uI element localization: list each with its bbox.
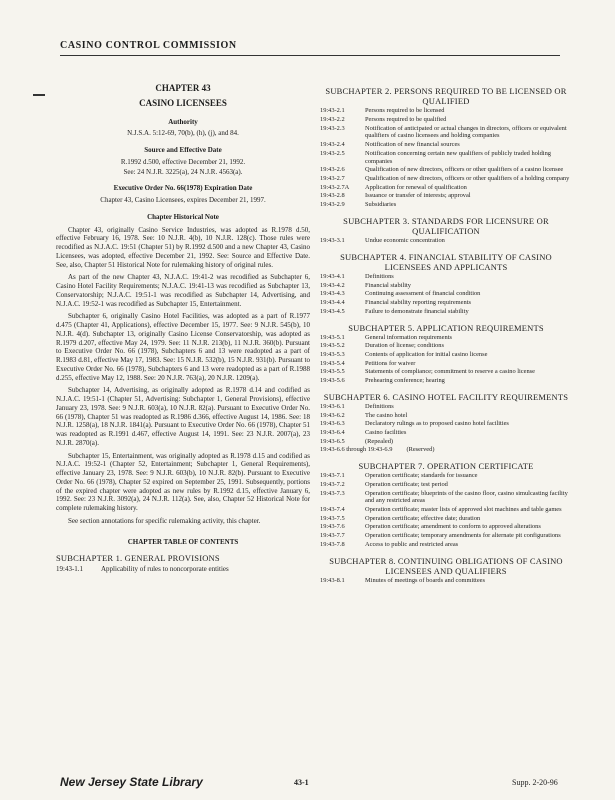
section-number: 19:43-2.3: [320, 124, 345, 132]
toc-row: [320, 515, 572, 523]
margin-mark: [33, 94, 45, 96]
toc-row: [320, 201, 572, 209]
section-number: 19:43-7.8: [320, 540, 345, 548]
section-title: Persons required to be licensed: [365, 107, 445, 115]
toc-row: [320, 192, 572, 200]
toc-row: [320, 577, 572, 585]
section-number: 19:43-2.1: [320, 107, 345, 115]
section-number: 19:43-7.1: [320, 472, 345, 480]
subchapter-heading: SUBCHAPTER 7. OPERATION CERTIFICATE: [358, 461, 534, 472]
supplement-date: Supp. 2-20-96: [512, 778, 558, 787]
toc-row: [320, 282, 572, 290]
historical-paragraph: Subchapter 6, originally Casino Hotel Facilities, was adopted as a part of R.1977 d.475 (Chapter 41, Applications), effective December 15, 1977. See: 9 N.J.R. 545(b), 10 N.J.R. 4(d). Subchapter 13, originally Casino License Conservatorship, was adopted as R.1979 d.207, effective May 24, 1979. See: 11 N.J.R. 213(b), 11 N.J.R. 360(b). Pursuant to Executive Order No. 66 (1978), Subchapters 6 and 13 were readopted as a part of R.1983 d.81, effective May 17, 1983. See: 15 N.J.R. 532(b), 15 N.J.R. 931(b). Pursuant to Executive Order No. 66 (1978), Subchapters 6 and 13 were readopted as a part of R.1988 d.255, effective May 12, 1988. See: 20 N.J.R. 763(a), 20 N.J.R. 1209(a).: [56, 312, 310, 382]
section-number: 19:43-4.4: [320, 299, 345, 307]
section-number: 19:43-5.1: [320, 333, 345, 341]
toc-row: [320, 237, 572, 245]
section-title: Operation certificate; standards for issuance: [365, 472, 478, 480]
toc-row: [320, 141, 572, 149]
running-header: CASINO CONTROL COMMISSION: [60, 40, 237, 51]
header-rule: [60, 55, 560, 56]
authority-heading: Authority: [168, 117, 198, 126]
section-number: 19:43-2.5: [320, 149, 345, 157]
section-number: 19:43-7.2: [320, 481, 345, 488]
toc-row: [320, 377, 572, 385]
section-title: Casino facilities: [365, 429, 407, 437]
section-title: Qualification of new directors, officers or other qualifiers of a holding company: [365, 174, 570, 182]
subchapter-heading: SUBCHAPTER 3. STANDARDS FOR LICENSURE OR QUALIFICATION: [343, 215, 549, 236]
section-title: Contents of application for initial casino license: [365, 351, 488, 359]
section-title: Application for renewal of qualification: [365, 183, 467, 191]
toc-row: [320, 429, 572, 437]
section-number: 19:43-7.7: [320, 532, 345, 540]
section-title: Prehearing conference; hearing: [365, 377, 445, 385]
section-number: 19:43-2.8: [320, 192, 345, 200]
section-title: Subsidiaries: [365, 200, 397, 208]
toc-row: [320, 150, 572, 165]
chapter-name: CASINO LICENSEES: [139, 98, 227, 109]
section-title: Undue economic concentration: [365, 237, 445, 244]
section-title: Persons required to be qualified: [365, 116, 447, 124]
section-title: Operation certificate; test period: [365, 481, 448, 488]
section-title: Failure to demonstrate financial stability: [365, 307, 469, 315]
toc-row: [320, 107, 572, 115]
toc-row: [320, 420, 572, 428]
section-number: 19:43-6.1: [320, 403, 345, 410]
section-number: 19:43-2.7: [320, 174, 345, 182]
section-number: 19:43-6.3: [320, 420, 345, 428]
toc-row: [320, 125, 572, 140]
section-title: Financial stability: [365, 281, 411, 289]
source-heading: Source and Effective Date: [144, 146, 222, 154]
section-number: 19:43-7.5: [320, 514, 345, 522]
toc-row: [320, 175, 572, 183]
exec-order-text: Chapter 43, Casino Licensees, expires December 21, 1997.: [100, 196, 266, 204]
subchapter-heading: SUBCHAPTER 2. PERSONS REQUIRED TO BE LICENSED OR QUALIFIED: [325, 86, 567, 107]
section-number: 19:43-8.1: [320, 576, 345, 584]
authority-text: N.J.S.A. 5:12-69, 70(b), (h), (j), and 84.: [127, 129, 239, 138]
toc-row: [320, 299, 572, 307]
page-number: 43-1: [294, 778, 309, 787]
toc-row: [320, 308, 572, 316]
section-number: 19:43-6.6 through 19:43-6.9: [320, 446, 393, 454]
exec-order-heading: Executive Order No. 66(1978) Expiration Date: [113, 184, 253, 193]
toc-row: [320, 481, 572, 489]
subchapter-heading: SUBCHAPTER 5. APPLICATION REQUIREMENTS: [348, 322, 544, 333]
section-title: Issuance or transfer of interests; approval: [365, 192, 471, 200]
toc-row: [320, 360, 572, 368]
section-number: 19:43-5.4: [320, 359, 345, 367]
subchapter-heading: SUBCHAPTER 1. GENERAL PROVISIONS: [56, 553, 220, 564]
toc-row: [320, 472, 572, 480]
section-number: 19:43-2.7A: [320, 183, 350, 191]
right-column: [320, 86, 572, 585]
toc-row: [320, 116, 572, 124]
toc-row: [320, 290, 572, 298]
section-title: Petitions for waiver: [365, 359, 416, 367]
section-title: Definitions: [365, 273, 394, 281]
section-title: Operation certificate; amendment to conform to approved alterations: [365, 523, 541, 531]
section-title: Notification of anticipated or actual changes in directors, officers or equivalent qualifiers of casino licensees and holding companies: [365, 124, 567, 140]
section-title: General information requirements: [365, 333, 452, 341]
section-title: Financial stability reporting requirements: [365, 299, 471, 307]
section-title: The casino hotel: [365, 411, 408, 419]
section-number: 19:43-6.5: [320, 437, 345, 445]
toc-title: CHAPTER TABLE OF CONTENTS: [127, 537, 239, 546]
section-title: Access to public and restricted areas: [365, 540, 459, 548]
toc-row: [320, 184, 572, 192]
toc-row: [320, 166, 572, 174]
section-number: 19:43-5.5: [320, 368, 345, 376]
subchapter-heading: SUBCHAPTER 6. CASINO HOTEL FACILITY REQUIREMENTS: [323, 391, 569, 402]
section-number: 19:43-2.2: [320, 116, 345, 124]
library-stamp: New Jersey State Library: [60, 775, 203, 789]
toc-row: [320, 532, 572, 540]
section-title: Qualification of new directors, officers or other qualifiers of a casino licensee: [365, 166, 564, 174]
section-number: 19:43-2.9: [320, 200, 345, 208]
historical-paragraph: Subchapter 15, Entertainment, was originally adopted as R.1978 d.15 and codified as N.J.A.C. 19:52-1 (Chapter 52, Entertainment; Subchapter 1, General Requirements), effective January 23, 1978. See: 9 N.J.R. 603(b), 10 N.J.R. 82(b). Pursuant to Executive Order No. 66 (1978), Chapter 52 expired on September 25, 1991. Subsequently, portions of the expired chapter were adopted as new rules by R.1992 d.15, effective January 6, 1992. See: 23 N.J.R. 3092(a), 24 N.J.R. 112(a). See, also, Chapter 52 Historical Note for complete rulemaking history.: [56, 451, 310, 512]
toc-row: [320, 541, 572, 549]
toc-row: [320, 438, 572, 446]
toc-row: [320, 334, 572, 342]
section-title: (Repealed): [365, 437, 394, 445]
toc-row: [56, 565, 310, 574]
section-number: 19:43-6.2: [320, 411, 345, 419]
historical-paragraph: As part of the new Chapter 43, N.J.A.C. 19:41-2 was recodified as Subchapter 6, Casino Hotel Facility Requirements; N.J.A.C. 19:41-13 was recodified as Subchapter 13, Conservatorship; N.J.A.C. 19:51-1 was recodified as Subchapter 14, Advertising, and N.J.A.C. 19:52-1 was recodified as Subchapter 15, Entertainment.: [56, 273, 310, 308]
section-number: 19:43-6.4: [320, 429, 345, 437]
section-title: Operation certificate; temporary amendments for alternate pit configurations: [365, 532, 561, 540]
source-text-2: See: 24 N.J.R. 3225(a), 24 N.J.R. 4563(a).: [123, 167, 243, 176]
source-text-1: R.1992 d.500, effective December 21, 1992.: [120, 157, 246, 166]
section-number: 19:43-7.3: [320, 489, 345, 497]
toc-row: [320, 273, 572, 281]
section-number: 19:43-5.2: [320, 342, 345, 350]
chapter-number: CHAPTER 43: [155, 83, 211, 93]
section-number: 19:43-7.4: [320, 506, 345, 514]
section-title: Declaratory rulings as to proposed casino hotel facilities: [365, 420, 509, 428]
historical-note-heading: Chapter Historical Note: [147, 212, 219, 221]
section-title: Statements of compliance; commitment to reserve a casino license: [365, 368, 536, 376]
section-number: 19:43-2.6: [320, 166, 345, 174]
historical-paragraph: See section annotations for specific rulemaking activity, this chapter.: [68, 516, 261, 525]
section-title: Operation certificate; effective date; duration: [365, 514, 481, 522]
section-title: (Reserved): [406, 446, 435, 454]
section-title: Notification of new financial sources: [365, 141, 460, 149]
section-number: 19:43-5.6: [320, 377, 345, 385]
section-number: 19:43-4.5: [320, 307, 345, 315]
toc-row: [320, 523, 572, 531]
section-title: Duration of license; conditions: [365, 342, 444, 350]
subchapter-heading: SUBCHAPTER 4. FINANCIAL STABILITY OF CASINO LICENSEES AND APPLICANTS: [340, 251, 552, 272]
section-number: 19:43-2.4: [320, 141, 345, 149]
toc-row: [320, 403, 572, 411]
section-number: 19:43-4.1: [320, 273, 345, 281]
section-number: 19:43-4.3: [320, 290, 345, 298]
toc-row: [320, 506, 572, 514]
section-title: Minutes of meetings of boards and committees: [365, 576, 485, 584]
section-number: 19:43-4.2: [320, 281, 345, 289]
section-title: Operation certificate; blueprints of the casino floor, casino simulcasting facility and any restricted areas: [365, 489, 568, 505]
section-title: Applicability of rules to noncorporate entities: [101, 564, 229, 573]
section-number: 19:43-5.3: [320, 351, 345, 359]
section-title: Operation certificate; master lists of approved slot machines and table games: [365, 506, 562, 514]
historical-paragraph: Subchapter 14, Advertising, as originally adopted as R.1978 d.14 and codified as N.J.A.C. 19:51-1 (Chapter 51, Advertising: Subchapter 1, General Provisions), effective January 23, 1978. See: 9 N.J.R. 603(a), 10 N.J.R. 82(a). Pursuant to Executive Order No. 66 (1978), Chapter 51 was readopted as R.1986 d.366, effective August 14, 1986. See: 18 N.J.R. 1258(a), 18 N.J.R. 1841(a). Pursuant to Executive Order No. 66 (1978), Chapter 51 was readopted as R.1991 d.467, effective August 14, 1991. See: 23 N.J.R. 2007(a), 23 N.J.R. 2870(a).: [56, 386, 310, 447]
section-number: 19:43-1.1: [56, 564, 84, 573]
section-number: 19:43-7.6: [320, 523, 345, 531]
toc-row: [320, 490, 572, 505]
section-title: Definitions: [365, 403, 394, 410]
toc-row: [320, 446, 572, 454]
section-title: Notification concerning certain new qualifiers of publicly traded holding companies: [365, 149, 551, 165]
toc-row: [320, 351, 572, 359]
left-column: [56, 80, 310, 574]
toc-row: [320, 412, 572, 420]
toc-row: [320, 342, 572, 350]
section-number: 19:43-3.1: [320, 237, 345, 244]
section-title: Continuing assessment of financial condition: [365, 290, 481, 298]
subchapter-heading: SUBCHAPTER 8. CONTINUING OBLIGATIONS OF CASINO LICENSEES AND QUALIFIERS: [329, 555, 563, 576]
toc-row: [320, 368, 572, 376]
historical-paragraph: Chapter 43, originally Casino Service Industries, was adopted as R.1978 d.50, effective February 16, 1978. See: 10 N.J.R. 4(b), 10 N.J.R. 128(c). Those rules were recodified as N.J.A.C. 19:51 (Chapter 51) by R.1992 d.500 and a new Chapter 43, Casino Licensees, was adopted, effective December 21, 1992. See: Source and Effective Date. See, also, Chapter 51 Historical Note for rulemaking history of original rules.: [56, 225, 310, 269]
